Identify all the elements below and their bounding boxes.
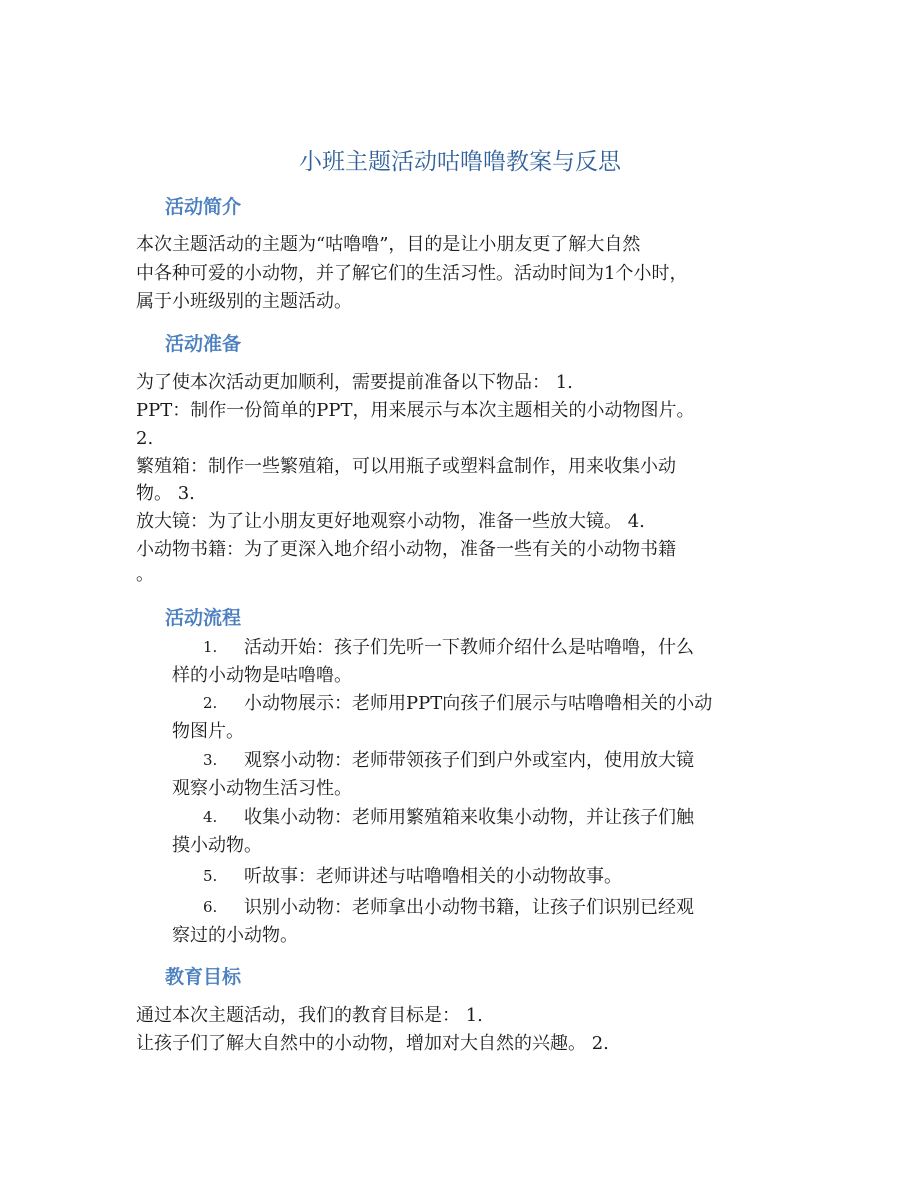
process-item-text: 小动物展示：老师用PPT向孩子们展示与咕噜噜相关的小动	[244, 693, 713, 714]
prep-line-6: 放大镜：为了让小朋友更好地观察小动物，准备一些放大镜。 4.	[136, 511, 645, 532]
prep-line-4: 繁殖箱：制作一些繁殖箱，可以用瓶子或塑料盒制作，用来收集小动	[136, 456, 676, 477]
process-item-text-cont: 观察小动物生活习性。	[172, 778, 352, 799]
prep-line-5: 物。 3.	[136, 483, 195, 504]
process-item-number: 2.	[203, 694, 218, 712]
intro-line-1: 本次主题活动的主题为“咕噜噜”，目的是让小朋友更了解大自然	[136, 234, 641, 255]
intro-line-2: 中各种可爱的小动物，并了解它们的生活习性。活动时间为1个小时，	[136, 263, 688, 284]
prep-line-2: PPT：制作一份简单的PPT，用来展示与本次主题相关的小动物图片。	[136, 400, 695, 421]
process-item-text-cont: 摸小动物。	[172, 835, 262, 856]
goals-line-1: 通过本次主题活动，我们的教育目标是： 1.	[136, 1005, 483, 1026]
process-item-number: 6.	[203, 898, 218, 916]
prep-line-1: 为了使本次活动更加顺利，需要提前准备以下物品： 1.	[136, 372, 573, 393]
process-item-number: 4.	[203, 808, 218, 826]
process-item-text-cont: 察过的小动物。	[172, 925, 298, 946]
intro-line-3: 属于小班级别的主题活动。	[136, 291, 352, 312]
prep-line-7: 小动物书籍：为了更深入地介绍小动物，准备一些有关的小动物书籍	[136, 539, 676, 560]
document-title: 小班主题活动咕噜噜教案与反思	[299, 149, 621, 175]
heading-intro: 活动简介	[165, 196, 242, 218]
process-item-number: 5.	[203, 867, 218, 885]
process-item-text: 听故事：老师讲述与咕噜噜相关的小动物故事。	[244, 866, 622, 887]
process-item-text: 观察小动物：老师带领孩子们到户外或室内，使用放大镜	[244, 750, 694, 771]
process-item-text: 收集小动物：老师用繁殖箱来收集小动物，并让孩子们触	[244, 807, 694, 828]
process-item-text: 识别小动物：老师拿出小动物书籍，让孩子们识别已经观	[244, 897, 694, 918]
prep-line-8: 。	[136, 564, 154, 585]
heading-process: 活动流程	[165, 607, 242, 629]
process-item-number: 1.	[203, 638, 218, 656]
process-item-text-cont: 物图片。	[172, 721, 244, 742]
goals-line-2: 让孩子们了解大自然中的小动物，增加对大自然的兴趣。 2.	[136, 1033, 609, 1054]
process-item-text: 活动开始：孩子们先听一下教师介绍什么是咕噜噜，什么	[244, 637, 694, 658]
heading-goals: 教育目标	[165, 966, 242, 988]
process-item-text-cont: 样的小动物是咕噜噜。	[172, 665, 352, 686]
heading-prep: 活动准备	[165, 333, 242, 355]
process-item-number: 3.	[203, 751, 218, 769]
prep-line-3: 2.	[136, 428, 154, 449]
